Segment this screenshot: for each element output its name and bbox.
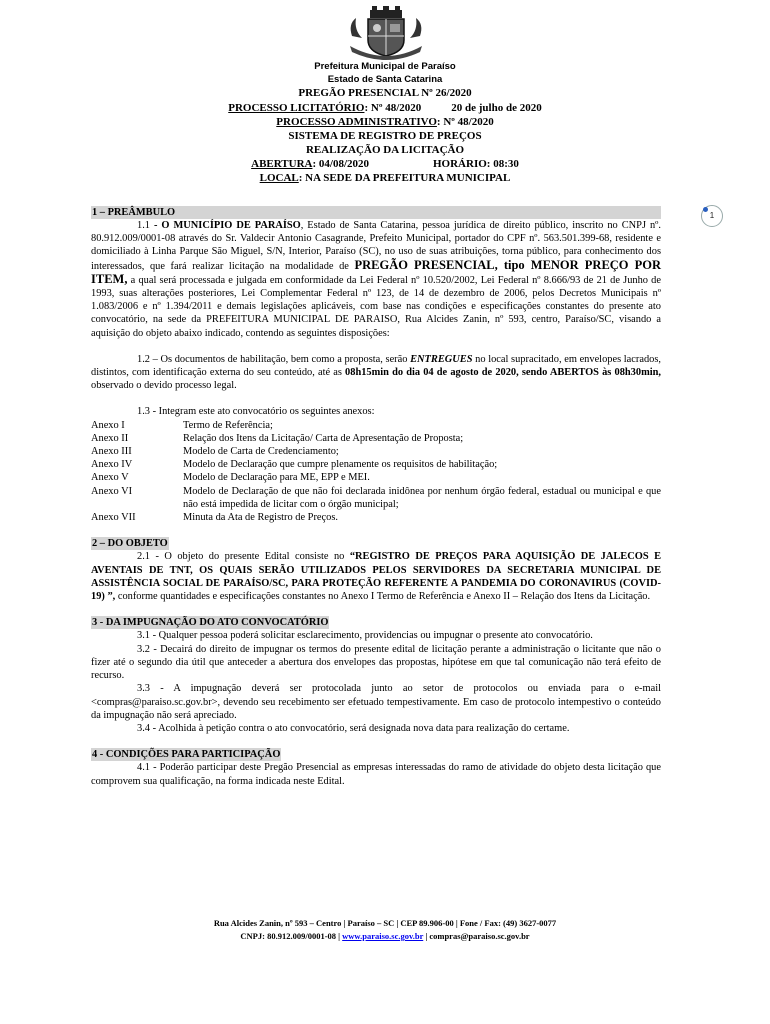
paragraph-1-1: 1.1 - O MUNICÍPIO DE PARAÍSO, Estado de Santa Catarina, pessoa jurídica de direito público, inscrito no CNPJ nº. 80.912.009/0001-08 através do Sr. Valdecir Antonio Casagrande, Prefeito Municipal, portador do CPF nº. 563.501.399-68, residente e domiciliado à Linha Parque São Miguel, S/N, Interior, Paraíso (SC), no uso de suas atribuições, torna público, para conhecimento dos interessados, que fará realizar licitação na modalidade de PREGÃO PRESENCIAL, tipo MENOR PREÇO POR ITEM, a qual será processada e julgada em conformidade da Lei Federal nº 10.520/2002, Lei Federal nº 8.666/93 de 21 de Junho de 1993, suas alterações posteriores, Lei Complementar Federal nº 123, de 14 de dezembro de 2006, pelos Decretos Municipais nº 1.083/2006 e nº 1.394/2011 e demais legislações aplicáveis, com base nas condições e especificações constantes do presente ato convocatório, na sede da PREFEITURA MUNICIPAL DE PARAISO, Rua Alcides Zanin, nº 593, centro, Paraíso/SC, visando a aquisição do objeto abaixo indicado, contendo as seguintes disposições: (91, 220, 662, 339)
header-municipality: Prefeitura Municipal de Paraíso (314, 61, 456, 72)
annex-item: Anexo VI Modelo de Declaração de que não foi declarada inidônea por nenhum órgão federal, estadual ou municipal e que não está impedida de licitar com o órgão municipal; (91, 485, 661, 510)
annex-item: Anexo II Relação dos Itens da Licitação/ Carta de Apresentação de Proposta; (91, 432, 464, 444)
document-body (91, 206, 661, 788)
paragraph-3-1: 3.1 - Qualquer pessoa poderá solicitar esclarecimento, providencias ou impugnar o presente ato convocatório. (137, 630, 593, 642)
annex-list (91, 419, 661, 525)
annex-item: Anexo IV Modelo de Declaração que cumpre plenamente os requisitos de habilitação; (91, 459, 498, 471)
annex-item: Anexo VII Minuta da Ata de Registro de Preços. (91, 512, 338, 524)
section-title-condicoes: 4 - CONDIÇÕES PARA PARTICIPAÇÃO (92, 749, 281, 761)
annex-item: Anexo I Termo de Referência; (91, 419, 273, 431)
paragraph-2-1: 2.1 - O objeto do presente Edital consiste no “REGISTRO DE PREÇOS PARA AQUISIÇÃO DE JALECOS E AVENTAIS DE TNT, OS QUAIS SERÃO UTILIZADOS PELOS SERVIDORES DA SECRETARIA MUNICIPAL DE ASSISTÊNCIA SOCIAL DE PARAÍSO/SC, PARA PROTEÇÃO REFERENTE A PANDEMIA DO CORONAVIRUS (COVID-19) ”, conforme quantidades e especificações constantes no Anexo I Termo de Referência e Anexo II – Relação dos Itens da Licitação. (91, 551, 662, 603)
annex-item: Anexo III Modelo de Carta de Credenciamento; (91, 446, 339, 458)
section-title-preambulo: 1 – PREÂMBULO (91, 206, 661, 219)
footer-website-link[interactable]: www.paraiso.sc.gov.br (342, 931, 424, 941)
paragraph-3-3: 3.3 - A impugnação deverá ser protocolada junto ao setor de protocolos ou enviada para o e-mail <compras@paraiso.sc.gov.br>, devendo seu recebimento ser efetuado tempestivamente. Em caso de protocolo intempestivo o conteúdo da impugnação não será apreciado. (91, 683, 661, 721)
municipal-coat-of-arms (346, 6, 426, 61)
section-title-objeto: 2 – DO OBJETO (92, 538, 168, 550)
badge-dot-icon (703, 207, 708, 212)
annex-item: Anexo V Modelo de Declaração para ME, EPP e MEI. (91, 472, 370, 484)
footer-address: Rua Alcides Zanin, nº 593 – Centro | Paraíso – SC | CEP 89.906-00 | Fone / Fax: (49) 3627-0077 (213, 918, 557, 928)
paragraph-1-3: 1.3 - Integram este ato convocatório os seguintes anexos: (137, 406, 375, 418)
page-number-badge: 1 (701, 205, 723, 227)
header-pregao: PREGÃO PRESENCIAL Nº 26/2020 (298, 87, 472, 99)
footer-contact: CNPJ: 80.912.009/0001-08 | www.paraiso.sc.gov.br | compras@paraiso.sc.gov.br (240, 931, 530, 941)
header-local: LOCAL: NA SEDE DA PREFEITURA MUNICIPAL (259, 172, 511, 184)
paragraph-1-2: 1.2 – Os documentos de habilitação, bem como a proposta, serão ENTREGUES no local supracitado, em envelopes lacrados, distintos, com identificação externa do seu conteúdo, até as 08h15min do dia 04 de agosto de 2020, sendo ABERTOS às 08h30min, observado o devido processo legal. (91, 353, 661, 392)
paragraph-4-1: 4.1 - Poderão participar deste Pregão Presencial as empresas interessadas do ramo de atividade do objeto desta licitação que comprovem sua qualificação, na forma indicada neste Edital. (91, 762, 661, 787)
paragraph-3-4: 3.4 - Acolhida à petição contra o ato convocatório, será designada nova data para realização do certame. (137, 722, 570, 734)
header-processo-licitatorio: PROCESSO LICITATÓRIO: Nº 48/2020 20 de julho de 2020 (228, 102, 542, 114)
header-state: Estado de Santa Catarina (327, 74, 443, 85)
paragraph-3-2: 3.2 - Decairá do direito de impugnar os termos do presente edital de licitação perante a administração o licitante que não o fizer até o segundo dia útil que anteceder a abertura dos envelopes das propostas, hipótese em que tal comunicação não terá efeito de recurso. (91, 643, 661, 682)
section-title-impugnacao: 3 - DA IMPUGNAÇÃO DO ATO CONVOCATÓRIO (92, 617, 329, 629)
header-processo-administrativo: PROCESSO ADMINISTRATIVO: Nº 48/2020 (276, 116, 494, 128)
header-realizacao: REALIZAÇÃO DA LICITAÇÃO (305, 144, 465, 156)
header-abertura: ABERTURA: 04/08/2020 HORÁRIO: 08:30 (251, 158, 519, 170)
header-sistema: SISTEMA DE REGISTRO DE PREÇOS (288, 130, 482, 142)
